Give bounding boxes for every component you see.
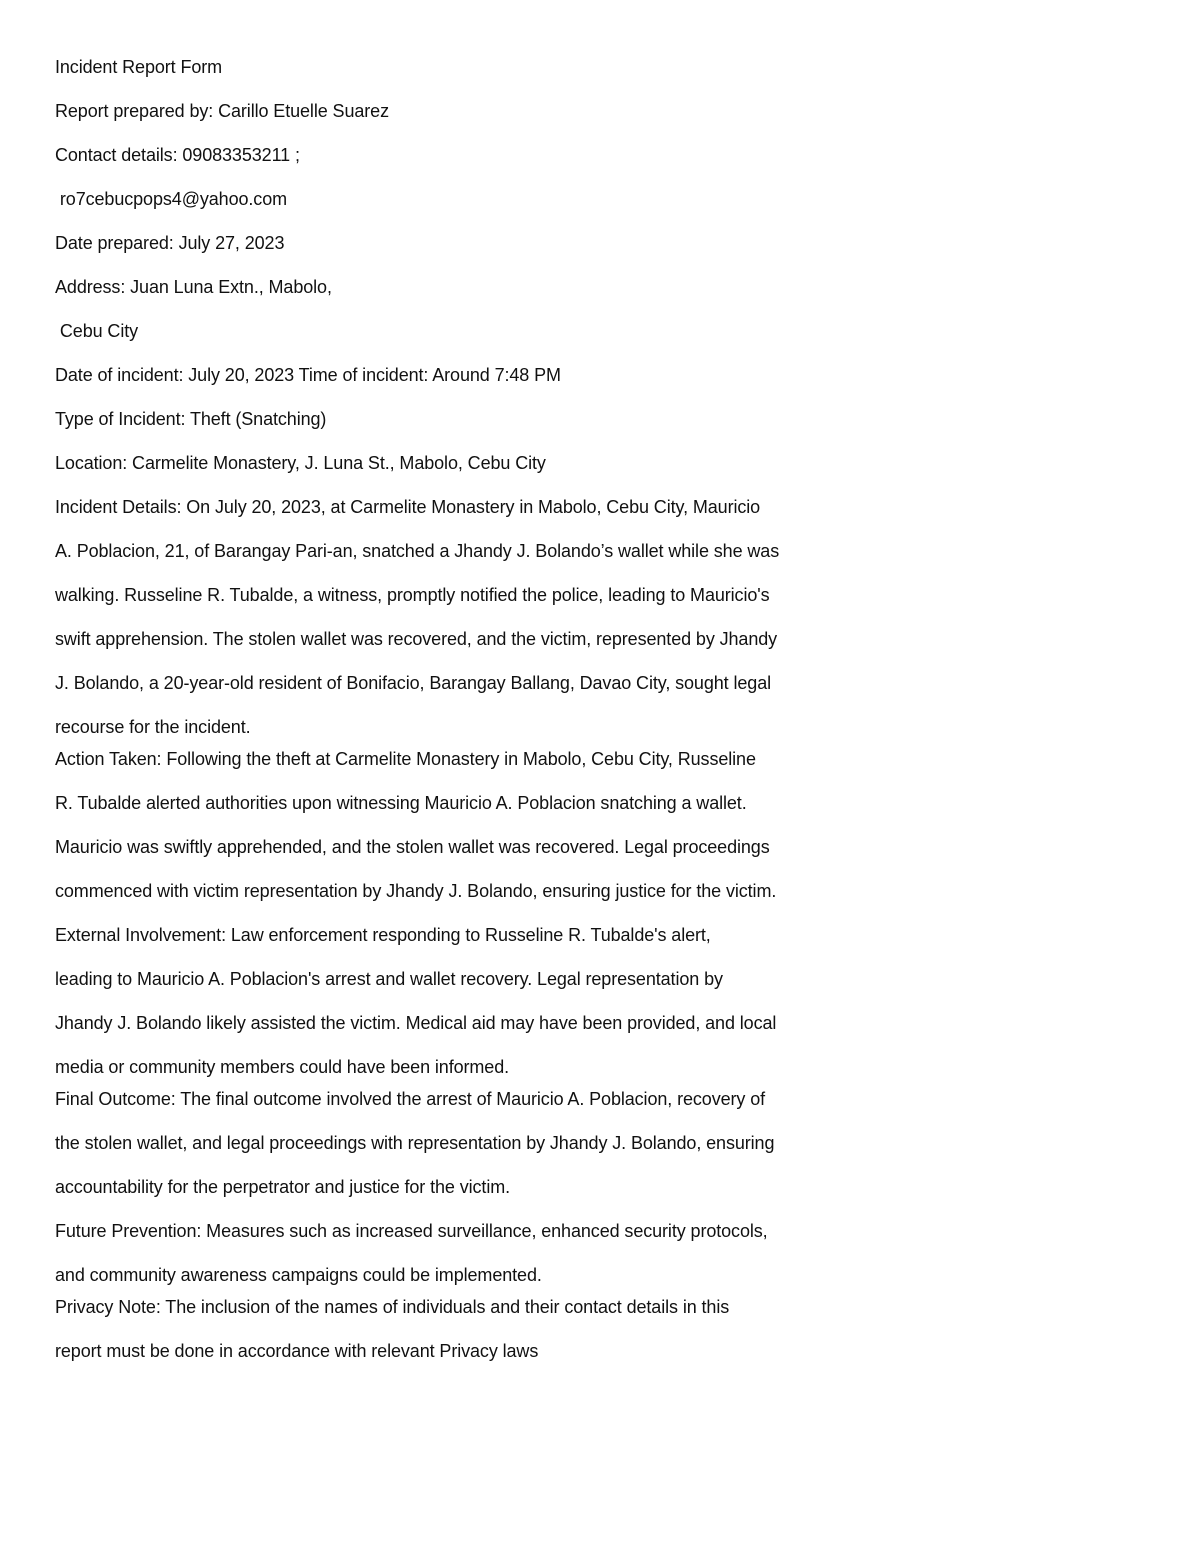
external-involvement-line: leading to Mauricio A. Poblacion's arrest and wallet recovery. Legal representation by xyxy=(55,969,723,989)
incident-details-line: swift apprehension. The stolen wallet was recovered, and the victim, represented by Jhandy xyxy=(55,629,778,649)
address-line-2: Cebu City xyxy=(55,321,139,341)
date-prepared: Date prepared: July 27, 2023 xyxy=(55,233,285,253)
incident-location: Location: Carmelite Monastery, J. Luna St., Mabolo, Cebu City xyxy=(55,453,546,473)
action-taken-line: Mauricio was swiftly apprehended, and the stolen wallet was recovered. Legal proceedings xyxy=(55,837,770,857)
action-taken-line: R. Tubalde alerted authorities upon witnessing Mauricio A. Poblacion snatching a wallet. xyxy=(55,793,747,813)
address-line-1: Address: Juan Luna Extn., Mabolo, xyxy=(55,277,332,297)
external-involvement-line: External Involvement: Law enforcement responding to Russeline R. Tubalde's alert, xyxy=(55,925,711,945)
external-involvement-section xyxy=(55,923,885,1079)
incident-details-line: Incident Details: On July 20, 2023, at Carmelite Monastery in Mabolo, Cebu City, Mauricio xyxy=(55,497,761,517)
action-taken-section xyxy=(55,747,885,903)
privacy-note-line: report must be done in accordance with relevant Privacy laws xyxy=(55,1341,539,1361)
external-involvement-line: media or community members could have been informed. xyxy=(55,1057,510,1077)
final-outcome-section xyxy=(55,1087,885,1199)
final-outcome-line: the stolen wallet, and legal proceedings with representation by Jhandy J. Bolando, ensuring xyxy=(55,1133,775,1153)
incident-details-line: A. Poblacion, 21, of Barangay Pari-an, snatched a Jhandy J. Bolando’s wallet while she was xyxy=(55,541,780,561)
future-prevention-line: and community awareness campaigns could be implemented. xyxy=(55,1265,542,1285)
future-prevention-line: Future Prevention: Measures such as increased surveillance, enhanced security protocols, xyxy=(55,1221,768,1241)
incident-date-time: Date of incident: July 20, 2023 Time of incident: Around 7:48 PM xyxy=(55,365,561,385)
incident-details-line: recourse for the incident. xyxy=(55,717,251,737)
incident-details-line: walking. Russeline R. Tubalde, a witness, promptly notified the police, leading to Mauricio's xyxy=(55,585,770,605)
incident-type: Type of Incident: Theft (Snatching) xyxy=(55,409,327,429)
form-title: Incident Report Form xyxy=(55,57,223,77)
future-prevention-section xyxy=(55,1219,885,1287)
incident-details-section xyxy=(55,495,885,739)
document-page xyxy=(55,55,885,1363)
action-taken-line: commenced with victim representation by Jhandy J. Bolando, ensuring justice for the victim. xyxy=(55,881,777,901)
incident-details-line: J. Bolando, a 20-year-old resident of Bonifacio, Barangay Ballang, Davao City, sought legal xyxy=(55,673,771,693)
privacy-note-section xyxy=(55,1295,885,1363)
final-outcome-line: accountability for the perpetrator and justice for the victim. xyxy=(55,1177,511,1197)
contact-phone: Contact details: 09083353211 ; xyxy=(55,145,300,165)
final-outcome-line: Final Outcome: The final outcome involved the arrest of Mauricio A. Poblacion, recovery of xyxy=(55,1089,766,1109)
privacy-note-line: Privacy Note: The inclusion of the names of individuals and their contact details in this xyxy=(55,1297,730,1317)
action-taken-line: Action Taken: Following the theft at Carmelite Monastery in Mabolo, Cebu City, Russeline xyxy=(55,749,756,769)
external-involvement-line: Jhandy J. Bolando likely assisted the victim. Medical aid may have been provided, and local xyxy=(55,1013,777,1033)
contact-email: ro7cebucpops4@yahoo.com xyxy=(55,189,288,209)
prepared-by: Report prepared by: Carillo Etuelle Suarez xyxy=(55,101,389,121)
